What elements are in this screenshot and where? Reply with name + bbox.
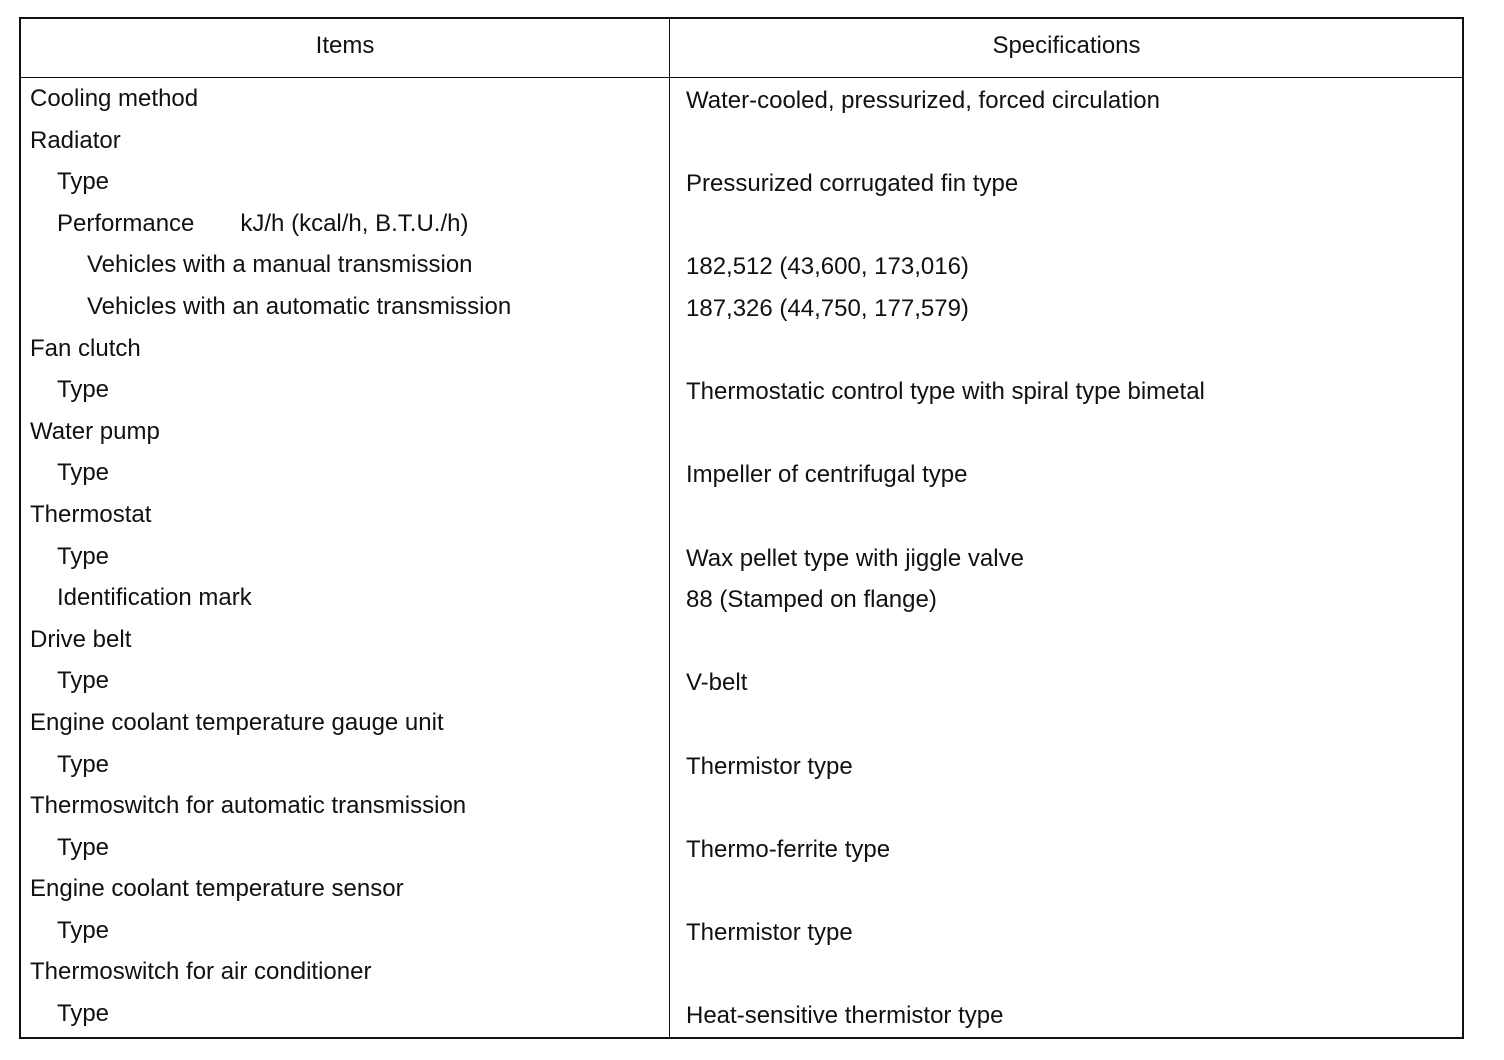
header-specifications: Specifications bbox=[992, 32, 1141, 59]
item-cell: Vehicles with a manual transmission bbox=[87, 251, 473, 279]
item-cell: Thermoswitch for air conditioner bbox=[30, 958, 372, 986]
table-row bbox=[21, 120, 1462, 162]
item-cell bbox=[57, 203, 468, 245]
table-row bbox=[21, 951, 1462, 993]
table-row bbox=[21, 244, 1462, 286]
table-row bbox=[21, 328, 1462, 370]
item-cell: Identification mark bbox=[57, 584, 252, 612]
table-row bbox=[21, 203, 1462, 245]
table-row bbox=[21, 286, 1462, 328]
item-cell: Type bbox=[57, 376, 110, 404]
item-cell: Thermoswitch for automatic transmission bbox=[30, 792, 467, 820]
table-row bbox=[21, 619, 1462, 661]
item-cell: Type bbox=[57, 833, 110, 861]
table-row bbox=[21, 744, 1462, 786]
spec-cell: Heat-sensitive thermistor type bbox=[686, 1002, 1004, 1030]
spec-cell: Impeller of centrifugal type bbox=[686, 461, 968, 489]
header-items: Items bbox=[315, 32, 375, 59]
table-row bbox=[21, 702, 1462, 744]
table-row bbox=[21, 993, 1462, 1035]
spec-cell: 187,326 (44,750, 177,579) bbox=[686, 294, 969, 322]
table-row bbox=[21, 785, 1462, 827]
item-cell: Vehicles with an automatic transmission bbox=[87, 292, 512, 320]
item-label: Performance bbox=[57, 209, 195, 237]
item-cell: Engine coolant temperature sensor bbox=[30, 875, 404, 903]
table-row bbox=[21, 452, 1462, 494]
item-cell: Type bbox=[57, 542, 110, 570]
table-header-row bbox=[21, 19, 1462, 78]
item-cell: Type bbox=[57, 667, 110, 695]
item-cell: Drive belt bbox=[30, 625, 132, 653]
spec-cell: Wax pellet type with jiggle valve bbox=[686, 544, 1024, 572]
table-row bbox=[21, 411, 1462, 453]
table-row bbox=[21, 910, 1462, 952]
item-cell: Type bbox=[57, 168, 110, 196]
table-row bbox=[21, 494, 1462, 536]
item-cell: Type bbox=[57, 1000, 110, 1028]
spec-cell: Thermo-ferrite type bbox=[686, 835, 891, 863]
unit-label: kJ/h (kcal/h, B.T.U./h) bbox=[240, 209, 469, 237]
spec-cell: Pressurized corrugated fin type bbox=[686, 170, 1019, 198]
item-cell: Radiator bbox=[30, 126, 121, 154]
table-row bbox=[21, 660, 1462, 702]
table-row bbox=[21, 369, 1462, 411]
cooling-specifications-table bbox=[19, 17, 1464, 1039]
table-row bbox=[21, 161, 1462, 203]
table-row bbox=[21, 827, 1462, 869]
item-cell: Engine coolant temperature gauge unit bbox=[30, 708, 444, 736]
item-cell: Cooling method bbox=[30, 85, 199, 112]
item-cell: Thermostat bbox=[30, 500, 152, 528]
spec-cell: Thermistor type bbox=[686, 918, 853, 946]
item-cell: Water pump bbox=[30, 417, 160, 445]
table-row bbox=[21, 868, 1462, 910]
table-row bbox=[21, 78, 1462, 120]
table-body bbox=[21, 78, 1462, 1035]
table-row bbox=[21, 577, 1462, 619]
item-cell: Type bbox=[57, 459, 110, 487]
spec-cell: 182,512 (43,600, 173,016) bbox=[686, 253, 969, 281]
item-cell: Fan clutch bbox=[30, 334, 141, 362]
spec-cell: Water-cooled, pressurized, forced circulation bbox=[686, 87, 1160, 114]
table-row bbox=[21, 536, 1462, 578]
spec-cell: V-belt bbox=[686, 669, 748, 697]
spec-cell: Thermostatic control type with spiral type bimetal bbox=[686, 378, 1205, 406]
item-cell: Type bbox=[57, 916, 110, 944]
spec-cell: 88 (Stamped on flange) bbox=[686, 586, 937, 614]
item-cell: Type bbox=[57, 750, 110, 778]
spec-cell: Thermistor type bbox=[686, 752, 853, 780]
